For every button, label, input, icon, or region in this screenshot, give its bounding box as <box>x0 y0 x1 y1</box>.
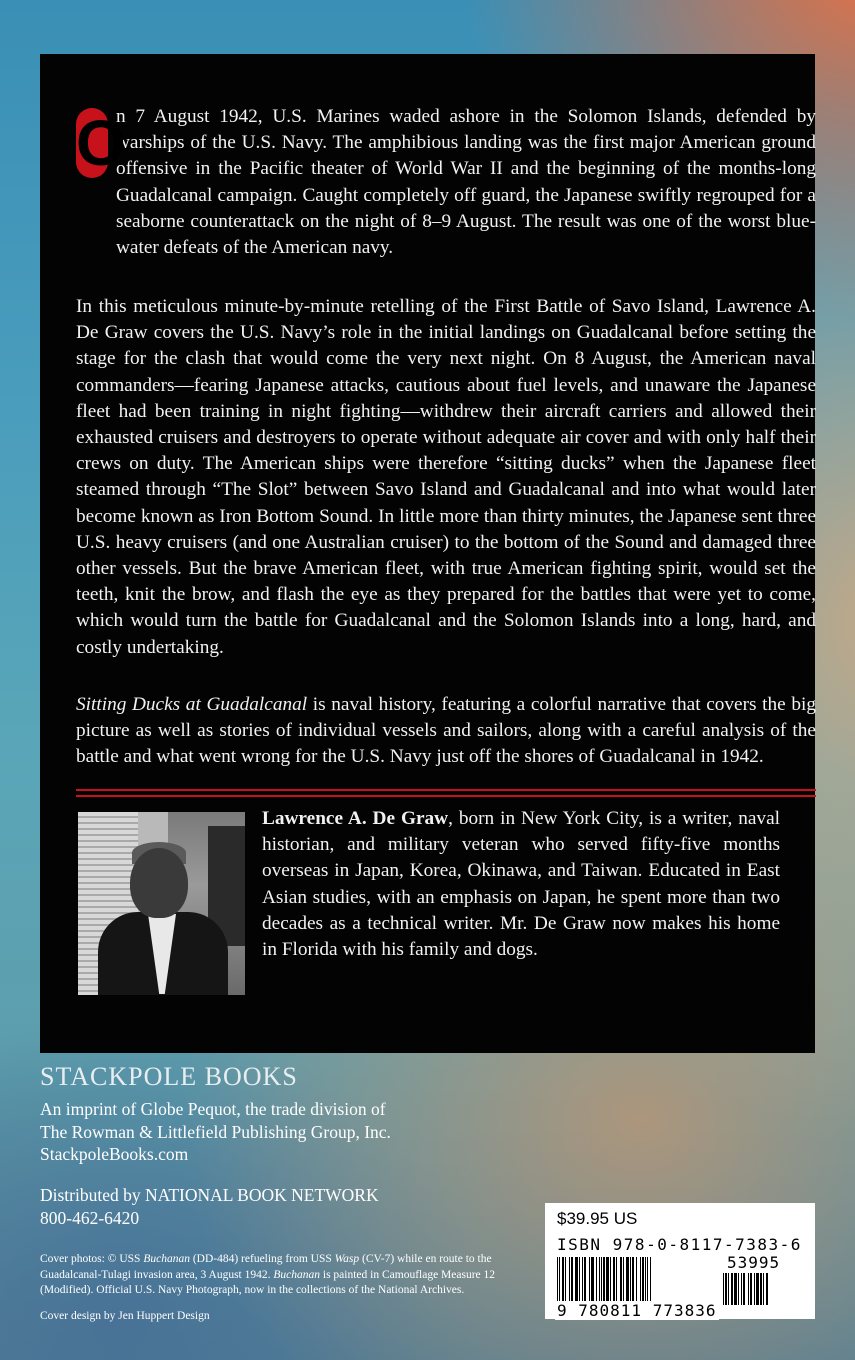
blurb-paragraph-2: In this meticulous minute-by-minute retelling of the First Battle of Savo Island, Lawrence A. De Graw covers the U.S. Navy’s role in the initial landings on Guadalcanal before setting the stage for the clash that would come the very next night. On 8 August, the American naval commanders—fearing Japanese attacks, cautious about fuel levels, and unaware the Japanese fleet had been training in night fighting—withdrew their aircraft carriers and allowed their exhausted cruisers and destroyers to operate without adequate air cover and with only half their crews on duty. The American ships were therefore “sitting ducks” when the Japanese fleet steamed through “The Slot” between Savo Island and Guadalcanal and into what would later become known as Iron Bottom Sound. In little more than thirty minutes, the Japanese sent three U.S. heavy cruisers (and one Australian cruiser) to the bottom of the Sound and damaged three other vessels. But the brave American fleet, with true American fighting spirit, would set the teeth, knit the brow, and flash the eye as they prepared for the battles that were yet to come, which would turn the battle for Guadalcanal and the Solomon Islands into a long, hard, and costly undertaking. <box>76 296 816 658</box>
barcode-panel <box>545 1203 815 1319</box>
author-bio <box>262 806 780 963</box>
distributor-info <box>40 1184 379 1230</box>
blurb-paragraph-3 <box>76 692 816 771</box>
credits-text-1: Cover photos: © USS <box>40 1253 144 1265</box>
author-bio-text: , born in New York City, is a writer, naval historian, and military veteran who served fifty-five months overseas in Japan, Korea, Okinawa, and Taiwan. Educated in East Asian studies, with an emphasis on Japan, he spent more than two decades as a technical writer. Mr. De Graw now makes his home in Florida with his family and dogs. <box>262 808 780 961</box>
book-title: Sitting Ducks at Guadalcanal <box>76 694 308 715</box>
credits-text-2: (DD-484) refueling from USS <box>189 1253 335 1265</box>
publisher-info <box>40 1098 391 1166</box>
blurb-paragraph-3-text: is naval history, featuring a colorful narrative that covers the big picture as well as stories of individual vessels and sailors, along with a careful analysis of the battle and what went wrong for the U.S. Navy just off the shores of Guadalcanal in 1942. <box>76 694 816 768</box>
back-cover-panel <box>40 54 815 1053</box>
ean-barcode <box>557 1257 717 1305</box>
credits-ship-3: Buchanan <box>273 1268 321 1281</box>
publisher-line-2: The Rowman & Littlefield Publishing Group, Inc. <box>40 1121 391 1142</box>
author-photo <box>78 812 245 995</box>
cover-photo-credits <box>40 1252 510 1299</box>
credits-text-3: (CV-7) while en route to the Guadalcanal-Tulagi invasion area, 3 August 1942. <box>40 1253 492 1281</box>
credits-text-4: is painted in Camouflage Measure 12 (Modified). Official U.S. Navy Photograph, now in the collections of the National Archives. <box>40 1268 496 1296</box>
isbn: ISBN 978-0-8117-7383-6 <box>557 1235 802 1254</box>
publisher-line-1: An imprint of Globe Pequot, the trade division of <box>40 1099 386 1119</box>
addon-barcode <box>723 1273 807 1305</box>
distributor-line: Distributed by NATIONAL BOOK NETWORK <box>40 1185 379 1205</box>
publisher-website: StackpoleBooks.com <box>40 1144 189 1164</box>
author-name: Lawrence A. De Graw <box>262 808 449 829</box>
price: $39.95 US <box>557 1209 638 1228</box>
divider-rule-bottom <box>76 795 816 797</box>
divider-rule-top <box>76 789 816 791</box>
distributor-phone: 800-462-6420 <box>40 1208 140 1228</box>
credits-ship-2: Wasp <box>334 1253 360 1265</box>
blurb-paragraph-1 <box>76 104 816 261</box>
price-addon-code: 53995 <box>727 1253 781 1272</box>
ean-digits: 9 780811 773836 <box>557 1301 717 1320</box>
credits-ship-1: Buchanan <box>143 1253 190 1265</box>
blurb-paragraph-1-text: n 7 August 1942, U.S. Marines waded ashore in the Solomon Islands, defended by warships of the U.S. Navy. The amphibious landing was the first major American ground offensive in the Pacific theater of World War II and the beginning of the months-long Guadalcanal campaign. Caught completely off guard, the Japanese swiftly regrouped for a seaborne counterattack on the night of 8–9 August. The result was one of the worst blue-water defeats of the American navy. <box>116 106 816 259</box>
cover-design-credit: Cover design by Jen Huppert Design <box>40 1310 210 1322</box>
drop-cap: O <box>76 107 126 179</box>
publisher-logo-text: STACKPOLE BOOKS <box>40 1062 298 1091</box>
